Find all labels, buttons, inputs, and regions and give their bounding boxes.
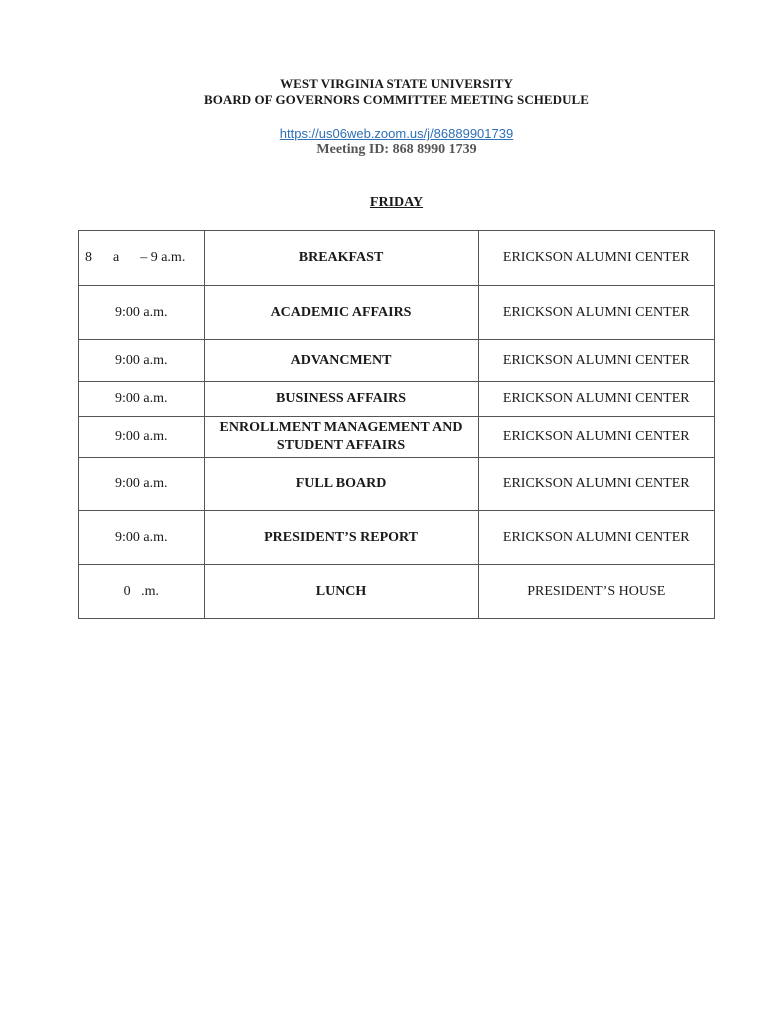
event-cell: LUNCH [204,565,478,619]
table-row [79,231,715,286]
event-cell: BUSINESS AFFAIRS [204,382,478,417]
event-cell: PRESIDENT’S REPORT [204,511,478,565]
location-cell: ERICKSON ALUMNI CENTER [478,511,714,565]
location-cell: ERICKSON ALUMNI CENTER [478,286,714,340]
table-row [79,511,715,565]
table-row [79,382,715,417]
table-row [79,458,715,511]
event-cell: FULL BOARD [204,458,478,511]
location-cell: ERICKSON ALUMNI CENTER [478,458,714,511]
event-cell: ADVANCMENT [204,340,478,382]
table-row [79,286,715,340]
event-cell: BREAKFAST [204,231,478,286]
time-cell: 0 .m. [79,565,205,619]
location-cell: ERICKSON ALUMNI CENTER [478,417,714,458]
table-row [79,565,715,619]
location-cell: ERICKSON ALUMNI CENTER [478,382,714,417]
time-cell: 9:00 a.m. [79,458,205,511]
location-cell: ERICKSON ALUMNI CENTER [478,231,714,286]
event-cell: ENROLLMENT MANAGEMENT AND STUDENT AFFAIRS [204,417,478,458]
time-cell: 9:00 a.m. [79,511,205,565]
table-row [79,340,715,382]
time-cell: 9:00 a.m. [79,382,205,417]
table-row [79,417,715,458]
document-title: BOARD OF GOVERNORS COMMITTEE MEETING SCHEDULE [204,92,589,107]
day-heading: FRIDAY [369,195,424,210]
university-title: WEST VIRGINIA STATE UNIVERSITY [280,76,513,91]
time-cell: 9:00 a.m. [79,417,205,458]
time-cell: 8 a – 9 a.m. [79,231,205,286]
time-cell: 9:00 a.m. [79,286,205,340]
location-cell: ERICKSON ALUMNI CENTER [478,340,714,382]
meeting-id: Meeting ID: 868 8990 1739 [316,142,477,157]
time-cell: 9:00 a.m. [79,340,205,382]
event-cell: ACADEMIC AFFAIRS [204,286,478,340]
schedule-table [78,230,715,619]
location-cell: PRESIDENT’S HOUSE [478,565,714,619]
zoom-link[interactable]: https://us06web.zoom.us/j/86889901739 [279,126,514,141]
